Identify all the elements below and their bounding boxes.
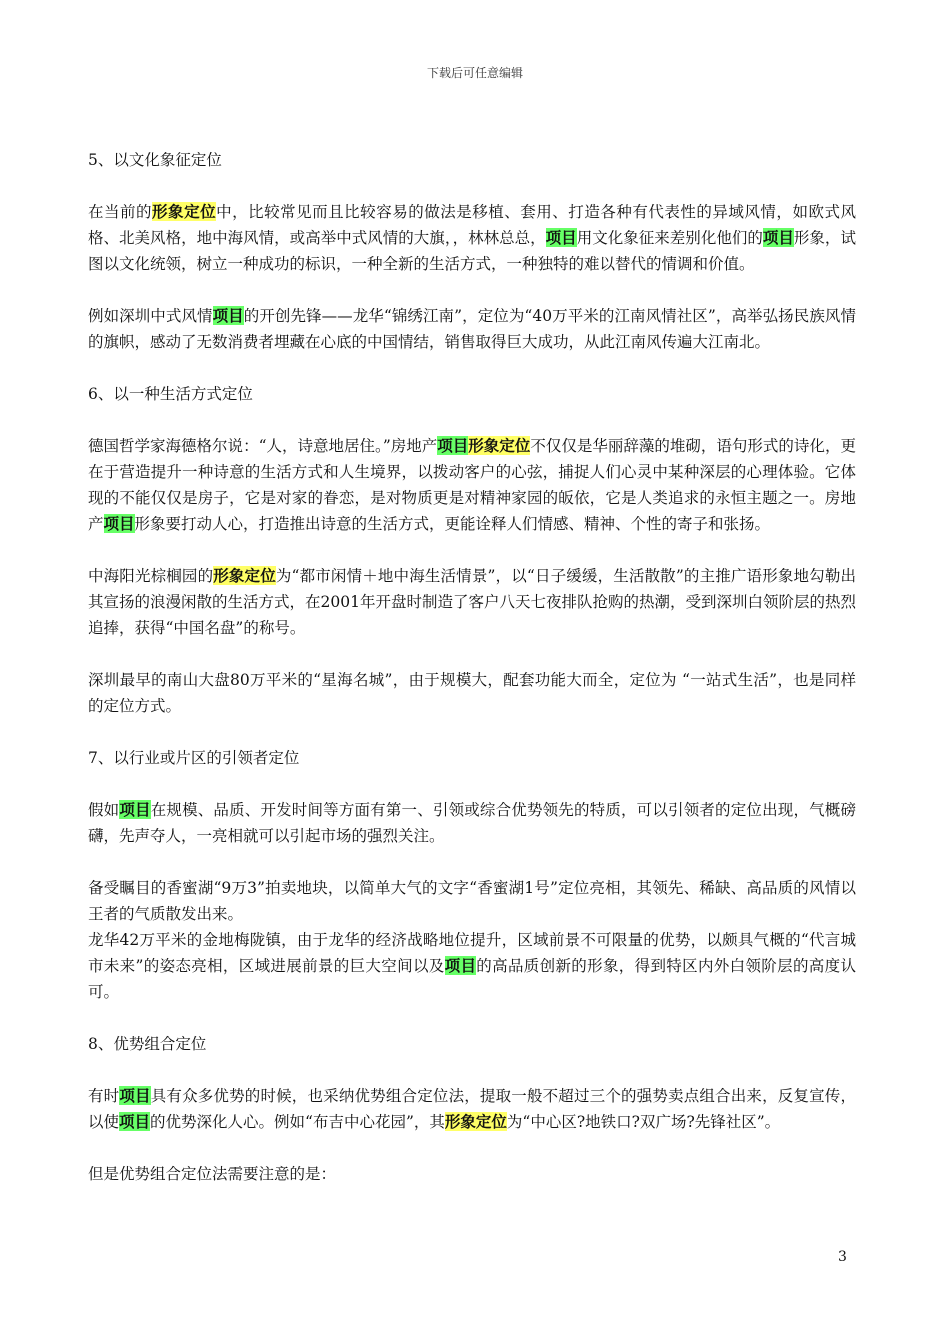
text-run: 8、优势组合定位 xyxy=(88,1035,207,1053)
text-run: 7、以行业或片区的引领者定位 xyxy=(88,749,300,767)
highlight-keyword-green: 项目 xyxy=(545,228,577,247)
highlight-keyword-green: 项目 xyxy=(437,436,469,455)
page-header: 下载后可任意编辑 xyxy=(426,66,523,80)
page-number: 3 xyxy=(838,1249,847,1265)
text-run: 形象，试图以文化统领，树立一种成功的标识，一种全新的生活方式，一种独特的难以替代的情调和价值。 xyxy=(88,229,856,273)
text-run: 在规模、品质、开发时间等方面有第一、引领或综合优势领先的特质，可以引领者的定位出现，气概磅礴，先声夺人，一亮相就可以引起市场的强烈关注。 xyxy=(88,801,856,845)
text-run: 形象要打动人心，打造推出诗意的生活方式，更能诠释人们情感、精神、个性的寄子和张扬。 xyxy=(134,515,771,533)
paragraph xyxy=(88,147,856,173)
highlight-keyword-green: 项目 xyxy=(762,228,794,247)
text-run: 6、以一种生活方式定位 xyxy=(88,385,253,403)
highlight-keyword-green: 项目 xyxy=(103,514,135,533)
text-run: 有时 xyxy=(88,1087,120,1105)
paragraph xyxy=(88,1161,856,1187)
paragraph xyxy=(88,875,856,927)
paragraph xyxy=(88,745,856,771)
text-run: 具有众多优势的时候，也采纳优势组合定位法，提取一般不超过三个的强势卖点组合出来，反复宣传，以使 xyxy=(88,1087,856,1131)
text-run: 中海阳光棕榈园的 xyxy=(88,567,214,585)
paragraph xyxy=(88,563,856,641)
highlight-keyword-yellow: 形象定位 xyxy=(152,202,217,221)
text-run: 的高品质创新的形象，得到特区内外白领阶层的高度认可。 xyxy=(88,957,856,1001)
text-run: 例如深圳中式风情 xyxy=(88,307,213,325)
text-run: 备受瞩目的香蜜湖“9万3”拍卖地块，以简单大气的文字“香蜜湖1号”定位亮相，其领先、稀缺、高品质的风情以王者的气质散发出来。 xyxy=(88,879,856,923)
paragraph xyxy=(88,927,856,1005)
document-body xyxy=(88,147,856,1187)
highlight-keyword-yellow: 形象定位 xyxy=(213,566,276,585)
highlight-keyword-green: 项目 xyxy=(119,1086,151,1105)
paragraph xyxy=(88,199,856,277)
text-run: 但是优势组合定位法需要注意的是： xyxy=(88,1165,337,1183)
paragraph xyxy=(88,381,856,407)
highlight-keyword-green: 项目 xyxy=(212,306,244,325)
text-run: 在当前的 xyxy=(88,203,153,221)
text-run: 用文化象征来差别化他们的 xyxy=(576,229,763,247)
text-run: 不仅仅是华丽辞藻的堆砌，语句形式的诗化，更在于营造提升一种诗意的生活方式和人生境界，以拨动客户的心弦，捕捉人们心灵中某种深层的心理体验。它体现的不能仅仅是房子，它是对家的眷恋，是对物质更是对精神家园的皈依，它是人类追求的永恒主题之一。房地产 xyxy=(88,437,856,533)
text-run: 为“中心区?地铁口?双广场?先锋社区”。 xyxy=(506,1113,781,1131)
text-run: 中，比较常见而且比较容易的做法是移植、套用、打造各种有代表性的异域风情，如欧式风格、北美风格，地中海风情，或高举中式风情的大旗，，林林总总， xyxy=(88,203,856,247)
paragraph xyxy=(88,303,856,355)
text-run: 龙华42万平米的金地梅陇镇，由于龙华的经济战略地位提升，区域前景不可限量的优势，以颇具气概的“代言城市未来”的姿态亮相，区域进展前景的巨大空间以及 xyxy=(88,931,856,975)
highlight-keyword-green: 项目 xyxy=(119,800,151,819)
highlight-keyword-yellow: 形象定位 xyxy=(444,1112,507,1131)
text-run: 为“都市闲情＋地中海生活情景”，以“日子缓缓，生活散散”的主推广语形象地勾勒出其宣扬的浪漫闲散的生活方式，在2001年开盘时制造了客户八天七夜排队抢购的热潮，受到深圳白领阶层的热烈追捧，获得“中国名盘”的称号。 xyxy=(88,567,856,637)
paragraph xyxy=(88,1031,856,1057)
text-run: 的优势深化人心。例如“布吉中心花园”，其 xyxy=(150,1113,445,1131)
paragraph xyxy=(88,433,856,537)
paragraph xyxy=(88,797,856,849)
text-run: 假如 xyxy=(88,801,120,819)
text-run: 5、以文化象征定位 xyxy=(88,151,222,169)
paragraph xyxy=(88,1083,856,1135)
text-run: 的开创先锋——龙华“锦绣江南”，定位为“40万平米的江南风情社区”，高举弘扬民族风情的旗帜，感动了无数消费者埋藏在心底的中国情结，销售取得巨大成功，从此江南风传遍大江南北。 xyxy=(88,307,856,351)
paragraph xyxy=(88,667,856,719)
text-run: 深圳最早的南山大盘80万平米的“星海名城”，由于规模大，配套功能大而全，定位为 “一站式生活”，也是同样的定位方式。 xyxy=(88,671,856,715)
highlight-keyword-green: 项目 xyxy=(119,1112,151,1131)
highlight-keyword-green: 项目 xyxy=(444,956,477,975)
highlight-keyword-yellow: 形象定位 xyxy=(468,436,531,455)
text-run: 德国哲学家海德格尔说：“人，诗意地居住。”房地产 xyxy=(88,437,438,455)
